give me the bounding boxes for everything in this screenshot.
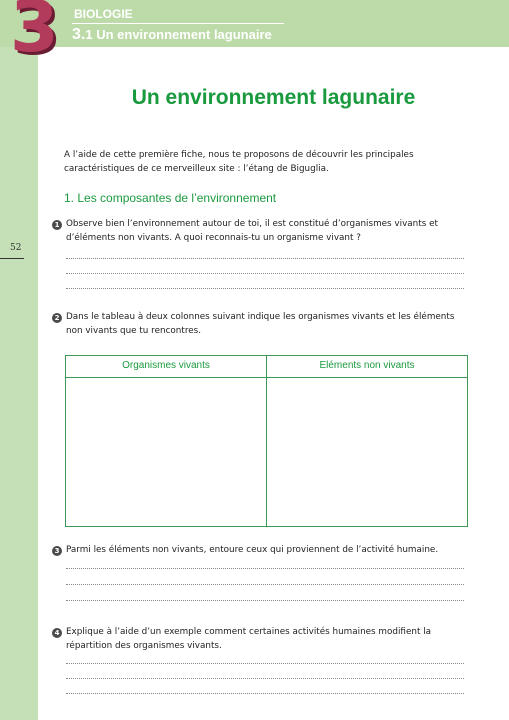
section-number: 3. [72, 26, 86, 43]
table-cell-nonliving[interactable] [268, 379, 466, 525]
answer-line[interactable] [66, 288, 464, 289]
answer-table [65, 355, 468, 527]
question-marker-1: 1 [52, 220, 62, 230]
answer-line[interactable] [66, 678, 464, 679]
answer-line[interactable] [66, 600, 464, 601]
left-sidebar [0, 0, 38, 720]
table-header-nonliving: Eléments non vivants [319, 360, 415, 371]
question-marker-4: 4 [52, 628, 62, 638]
section-heading [72, 26, 272, 44]
section-title: Un environnement lagunaire [96, 27, 272, 42]
header-divider [72, 23, 284, 24]
page-title: Un environnement lagunaire [131, 86, 416, 109]
question-marker-3: 3 [52, 546, 62, 556]
answer-line[interactable] [66, 568, 464, 569]
answer-line[interactable] [66, 663, 464, 664]
table-header-living: Organismes vivants [122, 360, 210, 371]
table-cell-living[interactable] [67, 379, 265, 525]
answer-line[interactable] [66, 258, 464, 259]
question-3-text: Parmi les éléments non vivants, entoure ceux qui proviennent de l’activité humaine. [66, 545, 439, 555]
table-header-rule [66, 377, 467, 378]
page-number: 52 [10, 243, 22, 253]
chapter-number: 3 [10, 0, 59, 68]
answer-line[interactable] [66, 693, 464, 694]
page-number-rule [0, 258, 24, 259]
section1-heading: 1. Les composantes de l’environnement [64, 191, 277, 205]
subject-label: BIOLOGIE [74, 7, 133, 21]
question-4-text: Explique à l’aide d’un exemple comment certaines activités humaines modifient la répartition des organismes vivants. [66, 627, 432, 651]
intro-paragraph: A l’aide de cette première fiche, nous te proposons de découvrir les principales caractéristiques de ce merveilleux site : l’étang de Biguglia. [64, 150, 414, 174]
section-subnumber: 1 [85, 27, 93, 42]
answer-line[interactable] [66, 273, 464, 274]
answer-line[interactable] [66, 584, 464, 585]
question-marker-2: 2 [52, 313, 62, 323]
table-column-divider [266, 356, 267, 526]
question-2-text: Dans le tableau à deux colonnes suivant indique les organismes vivants et les éléments non vivants que tu rencontres. [66, 312, 455, 336]
question-1-text: Observe bien l’environnement autour de toi, il est constitué d’organismes vivants et d’éléments non vivants. A quoi reconnais-tu un organisme vivant ? [66, 219, 438, 243]
